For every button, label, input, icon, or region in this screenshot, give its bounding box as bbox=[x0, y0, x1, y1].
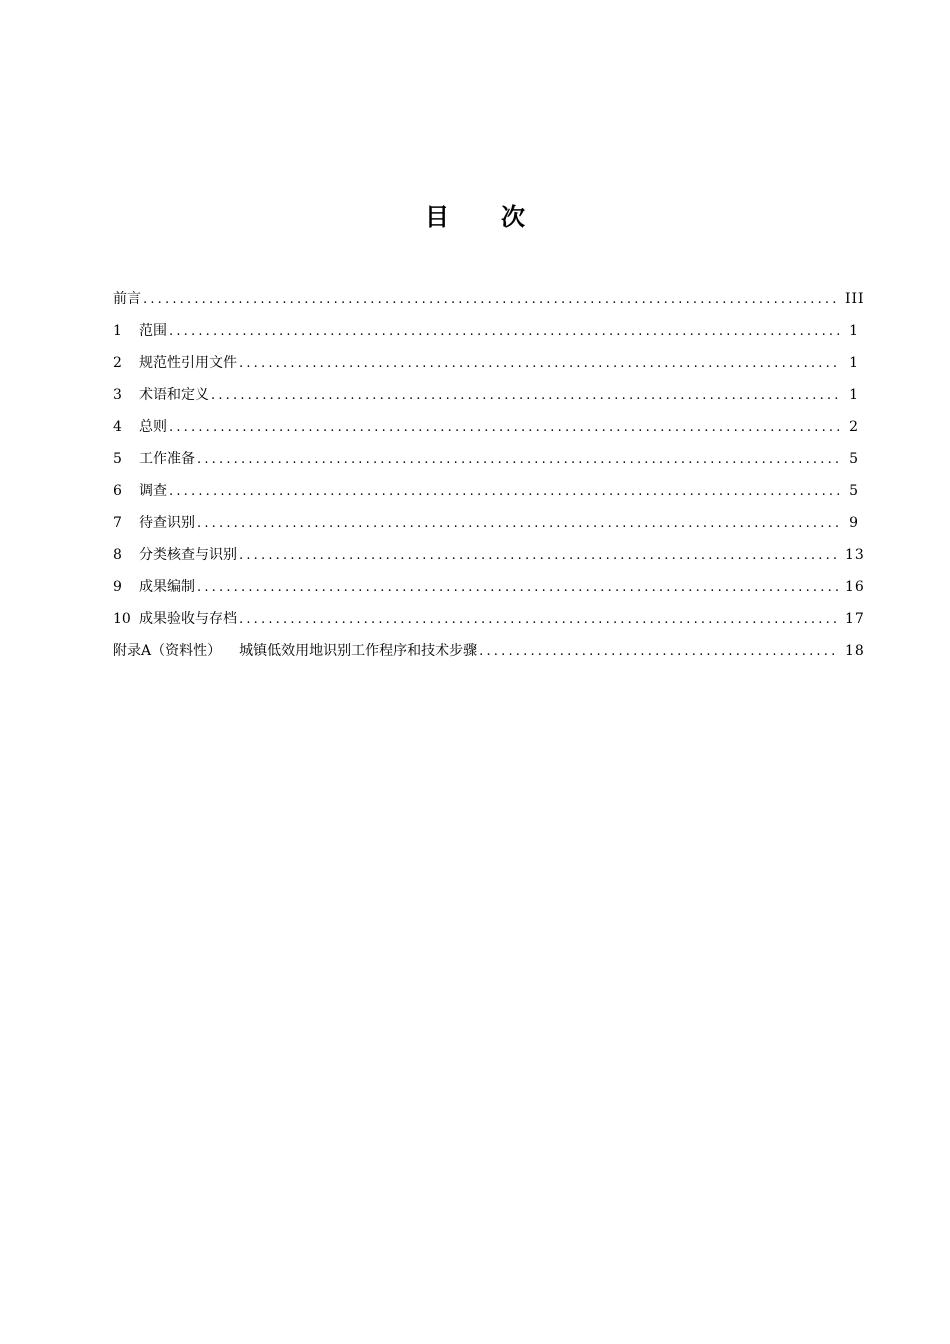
toc-leader-dots bbox=[239, 351, 839, 377]
toc-entry-survey[interactable] bbox=[113, 478, 859, 510]
toc-entry-acceptance-archiving[interactable] bbox=[113, 606, 865, 638]
toc-entry-page: 1 bbox=[849, 323, 859, 339]
toc-entry-page: 13 bbox=[845, 547, 865, 563]
toc-entry-classification-verification[interactable] bbox=[113, 542, 865, 574]
toc-entry-page: 9 bbox=[849, 515, 859, 531]
toc-list bbox=[113, 286, 865, 670]
toc-leader-dots bbox=[211, 383, 839, 409]
toc-leader-dots bbox=[169, 319, 839, 345]
toc-entry-text: 总则 bbox=[139, 419, 167, 435]
toc-entry-number: 4 bbox=[113, 419, 122, 435]
toc-entry-text: 规范性引用文件 bbox=[139, 355, 237, 371]
toc-entry-page: 18 bbox=[845, 643, 865, 659]
toc-entry-number: 5 bbox=[113, 451, 122, 467]
toc-entry-normative-references[interactable] bbox=[113, 350, 859, 382]
toc-entry-page: 5 bbox=[849, 483, 859, 499]
toc-entry-number: 3 bbox=[113, 387, 122, 403]
toc-entry-text: 城镇低效用地识别工作程序和技术步骤 bbox=[239, 643, 478, 659]
toc-entry-page: 17 bbox=[845, 611, 865, 627]
toc-entry-text: 调查 bbox=[139, 483, 167, 499]
toc-appendix-lead: 附录A（资料性） bbox=[113, 643, 222, 659]
toc-leader-dots bbox=[143, 287, 839, 313]
toc-title bbox=[0, 200, 950, 234]
toc-entry-number: 6 bbox=[113, 483, 122, 499]
toc-entry-number: 2 bbox=[113, 355, 122, 371]
toc-leader-dots bbox=[169, 479, 839, 505]
toc-entry-page: III bbox=[845, 291, 865, 307]
toc-entry-work-preparation[interactable] bbox=[113, 446, 859, 478]
toc-entry-number: 1 bbox=[113, 323, 122, 339]
toc-entry-number: 9 bbox=[113, 579, 122, 595]
toc-entry-text: 分类核查与识别 bbox=[139, 547, 237, 563]
toc-entry-text: 术语和定义 bbox=[139, 387, 209, 403]
toc-entry-appendix-a[interactable] bbox=[113, 638, 865, 670]
toc-entry-text: 待查识别 bbox=[139, 515, 195, 531]
toc-entry-text: 范围 bbox=[139, 323, 167, 339]
toc-leader-dots bbox=[197, 511, 839, 537]
toc-entry-text: 成果编制 bbox=[139, 579, 195, 595]
toc-entry-page: 1 bbox=[849, 387, 859, 403]
toc-leader-dots bbox=[239, 607, 839, 633]
toc-title-left: 目 bbox=[425, 203, 449, 231]
toc-leader-dots bbox=[479, 639, 839, 665]
toc-entry-text: 工作准备 bbox=[139, 451, 195, 467]
toc-entry-terms-definitions[interactable] bbox=[113, 382, 859, 414]
toc-entry-page: 16 bbox=[845, 579, 865, 595]
toc-title-right: 次 bbox=[501, 203, 525, 231]
toc-entry-text: 前言 bbox=[113, 291, 141, 307]
toc-leader-dots bbox=[197, 447, 839, 473]
toc-entry-page: 5 bbox=[849, 451, 859, 467]
toc-entry-number: 7 bbox=[113, 515, 122, 531]
toc-entry-results-compilation[interactable] bbox=[113, 574, 865, 606]
toc-entry-pending-identification[interactable] bbox=[113, 510, 859, 542]
toc-leader-dots bbox=[197, 575, 839, 601]
toc-entry-text: 成果验收与存档 bbox=[139, 611, 237, 627]
toc-leader-dots bbox=[239, 543, 839, 569]
toc-entry-general-principles[interactable] bbox=[113, 414, 859, 446]
toc-entry-foreword[interactable] bbox=[113, 286, 865, 318]
toc-entry-number: 8 bbox=[113, 547, 122, 563]
toc-entry-page: 2 bbox=[849, 419, 859, 435]
toc-entry-page: 1 bbox=[849, 355, 859, 371]
toc-entry-scope[interactable] bbox=[113, 318, 859, 350]
toc-entry-number: 10 bbox=[113, 611, 131, 627]
toc-leader-dots bbox=[169, 415, 839, 441]
